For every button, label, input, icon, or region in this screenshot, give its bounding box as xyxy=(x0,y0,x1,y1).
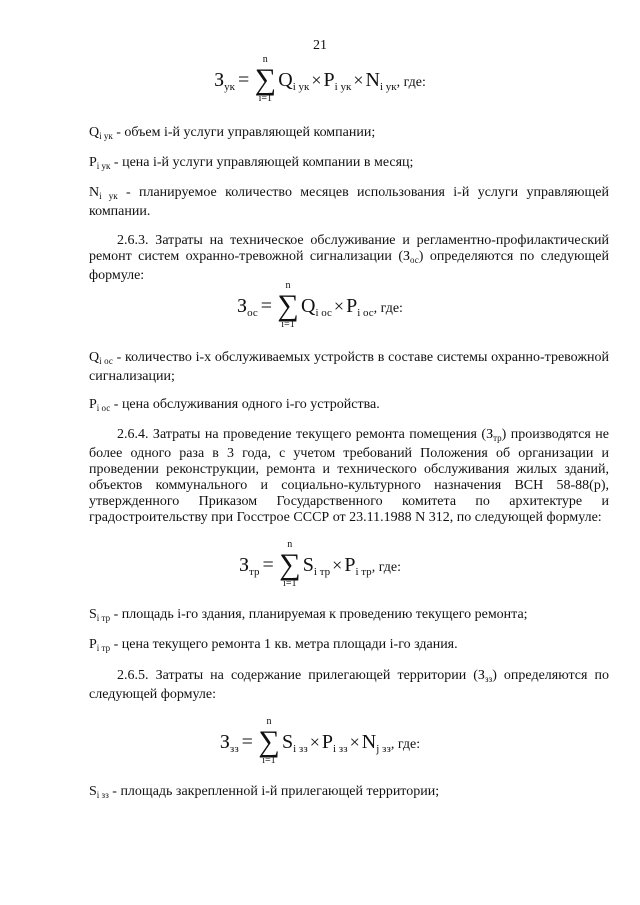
formula-tail: , где: xyxy=(396,75,426,90)
formula-zos xyxy=(0,280,640,330)
equals-sign: = xyxy=(260,295,272,317)
definition-text: - объем i-й услуги управляющей компании; xyxy=(112,125,376,140)
factor-subscript: i зз xyxy=(293,743,308,755)
paragraph-subscript: тр xyxy=(493,433,502,443)
definition-text: - цена i-й услуги управляющей компании в месяц; xyxy=(110,155,414,170)
formula-zuk xyxy=(0,54,640,104)
sum-lower-limit: i=1 xyxy=(258,93,272,104)
paragraph-subscript: зз xyxy=(484,674,493,684)
factor-symbol: P xyxy=(346,295,358,317)
multiply-icon: × xyxy=(311,70,322,90)
formula-lhs-subscript: ос xyxy=(247,307,258,319)
factor-symbol: Q xyxy=(301,295,316,317)
variable-subscript: i зз xyxy=(96,790,109,800)
factor-subscript: i ук xyxy=(379,81,397,93)
paragraph-text-end: ) определяются по следующей формуле: xyxy=(89,668,609,702)
factor-subscript: i зз xyxy=(333,743,348,755)
definition-text: - планируемое количество месяцев использования i-й услуги управляющей компании. xyxy=(89,185,609,219)
sigma-icon: ∑ xyxy=(279,548,301,581)
definition-s-tr xyxy=(89,607,609,626)
variable-subscript: i ук xyxy=(99,191,118,201)
variable-symbol: P xyxy=(89,397,97,412)
definition-text: - площадь i-го здания, планируемая к проведению текущего ремонта; xyxy=(110,607,528,622)
definition-text: - цена текущего ремонта 1 кв. метра площади i-го здания. xyxy=(110,637,458,652)
sum-lower-limit: i=1 xyxy=(262,755,276,766)
definition-p-tr xyxy=(89,637,609,656)
sigma-icon: ∑ xyxy=(258,725,280,758)
variable-symbol: S xyxy=(89,607,97,622)
paragraph-2-6-5 xyxy=(89,668,609,703)
sum-upper-limit: n xyxy=(285,280,291,291)
formula-tail: , где: xyxy=(390,737,421,752)
paragraph-text-end: ) определяются по следующей формуле: xyxy=(89,249,610,283)
page-number: 21 xyxy=(313,38,327,53)
definition-q-os xyxy=(89,350,609,385)
sum-upper-limit: n xyxy=(266,716,272,727)
sigma-icon: ∑ xyxy=(254,63,276,96)
summation xyxy=(276,280,300,330)
factor-symbol: N xyxy=(365,69,380,91)
equals-sign: = xyxy=(241,731,253,753)
factor-symbol: P xyxy=(344,554,356,576)
formula-zzz xyxy=(0,716,640,766)
definition-s-zz xyxy=(89,784,609,803)
paragraph-2-6-3 xyxy=(89,233,609,284)
multiply-icon: × xyxy=(353,70,364,90)
factor-subscript: i ос xyxy=(315,307,332,319)
multiply-icon: × xyxy=(349,732,360,752)
paragraph-2-6-4 xyxy=(89,427,609,526)
sum-lower-limit: i=1 xyxy=(283,578,297,589)
equals-sign: = xyxy=(238,69,250,91)
formula-tail: , где: xyxy=(373,301,403,316)
variable-subscript: i ос xyxy=(99,356,113,366)
formula-lhs-subscript: тр xyxy=(249,566,260,578)
definition-text: - цена обслуживания одного i-го устройства. xyxy=(110,397,380,412)
variable-subscript: i ос xyxy=(96,403,111,413)
paragraph-text-end: ) производятся не более одного раза в 3 года, с учетом требований Положения об организации и проведении реконструкции, ремонта и технического обслуживания жилых зданий, объектов коммунального и социально-культурного назначения ВСН 58-88(р), утвержденного Приказом Государственного комитета по архитектуре и градостроительству при Госстрое СССР от 23.11.1988 N 312, по следующей формуле: xyxy=(89,427,610,525)
paragraph-text-start: 2.6.5. Затраты на содержание прилегающей территории (З xyxy=(117,668,485,683)
variable-subscript: i тр xyxy=(96,613,111,623)
factor-symbol: N xyxy=(361,731,377,753)
factor-symbol: Q xyxy=(278,69,293,91)
formula-lhs: З xyxy=(239,554,250,576)
formula-lhs-subscript: ук xyxy=(224,81,235,93)
variable-symbol: Q xyxy=(89,125,100,140)
summation xyxy=(257,716,281,766)
definition-text: - количество i-х обслуживаемых устройств в составе системы охранно-тревожной сигнализации; xyxy=(89,350,609,384)
formula-tail: , где: xyxy=(371,560,401,575)
variable-symbol: P xyxy=(89,155,97,170)
formula-lhs: З xyxy=(237,295,248,317)
variable-symbol: Q xyxy=(89,350,100,365)
sum-lower-limit: i=1 xyxy=(281,319,295,330)
factor-subscript: i тр xyxy=(355,566,372,578)
factor-subscript: i ук xyxy=(334,81,352,93)
formula-lhs: З xyxy=(219,731,230,753)
variable-symbol: S xyxy=(89,784,97,799)
summation xyxy=(278,539,302,589)
variable-subscript: i ук xyxy=(99,131,113,141)
multiply-icon: × xyxy=(332,555,343,575)
definition-n-uk xyxy=(89,185,609,220)
definition-p-os xyxy=(89,397,609,416)
sum-upper-limit: n xyxy=(262,54,268,65)
formula-ztr xyxy=(0,539,640,589)
factor-subscript: i ук xyxy=(292,81,310,93)
variable-subscript: i ук xyxy=(96,161,111,171)
variable-symbol: P xyxy=(89,637,97,652)
definition-p-uk xyxy=(89,155,609,174)
multiply-icon: × xyxy=(333,296,345,316)
paragraph-subscript: ос xyxy=(410,255,419,265)
factor-symbol: S xyxy=(281,731,294,753)
sum-upper-limit: n xyxy=(287,539,293,550)
paragraph-text-start: 2.6.4. Затраты на проведение текущего ремонта помещения (З xyxy=(117,427,494,442)
factor-subscript: i ос xyxy=(357,307,374,319)
factor-symbol: P xyxy=(323,69,335,91)
variable-symbol: N xyxy=(89,185,100,200)
definition-q-uk xyxy=(89,125,609,144)
equals-sign: = xyxy=(262,554,274,576)
definition-text: - площадь закрепленной i-й прилегающей территории; xyxy=(108,784,440,799)
multiply-icon: × xyxy=(309,732,320,752)
paragraph-text-start: 2.6.3. Затраты на техническое обслуживание и регламентно-профилактический ремонт систем охранно-тревожной сигнализации (З xyxy=(89,233,609,264)
sigma-icon: ∑ xyxy=(277,289,299,322)
factor-symbol: S xyxy=(302,554,314,576)
formula-lhs-subscript: зз xyxy=(229,743,239,755)
formula-lhs: З xyxy=(214,69,225,91)
factor-subscript: j зз xyxy=(376,743,391,755)
factor-subscript: i тр xyxy=(313,566,331,578)
factor-symbol: P xyxy=(321,731,333,753)
summation xyxy=(253,54,277,104)
variable-subscript: i тр xyxy=(96,643,111,653)
